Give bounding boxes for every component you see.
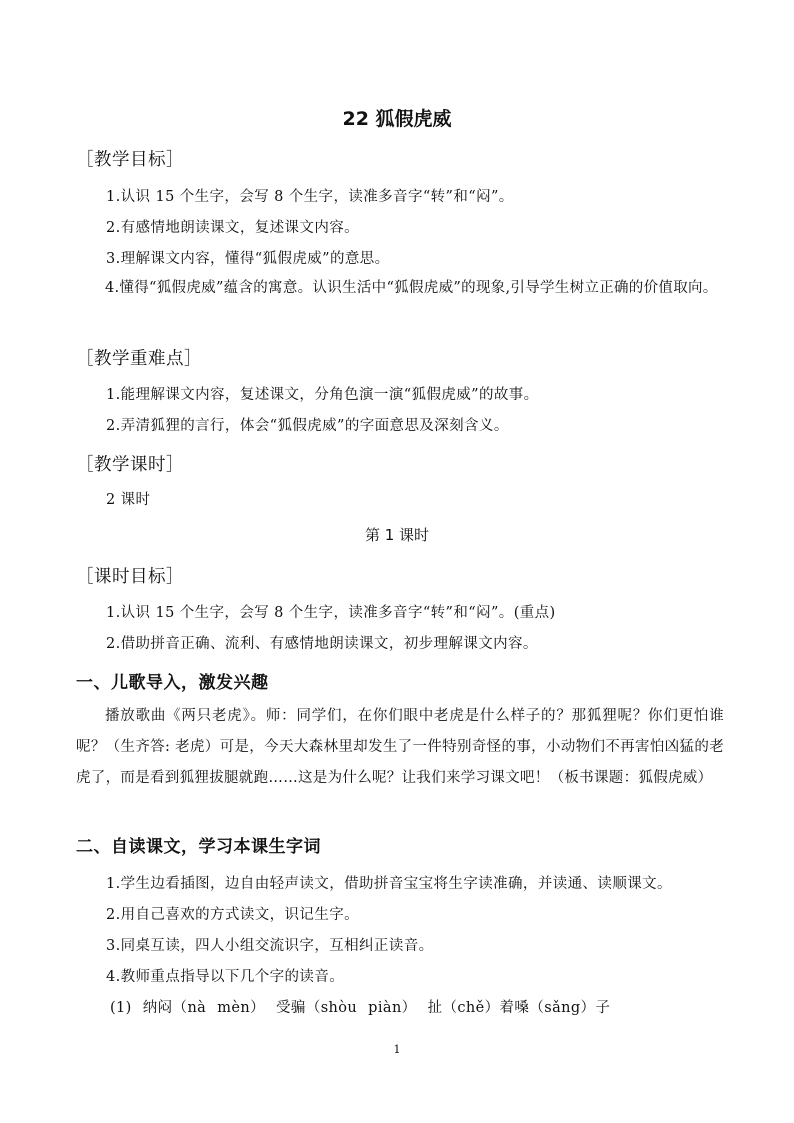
list-item: 1.学生边看插图，边自由轻声读文，借助拼音宝宝将生字读准确，并读通、读顺课文。	[106, 876, 672, 892]
section-heading-teaching-goals: ［教学目标］	[76, 150, 184, 170]
list-item: 2.借助拼音正确、流利、有感情地朗读课文，初步理解课文内容。	[106, 636, 538, 652]
list-item: 2.弄清狐狸的言行，体会“狐假虎威”的字面意思及深刻含义。	[106, 418, 509, 434]
intro-paragraph: 播放歌曲《两只老虎》。师：同学们，在你们眼中老虎是什么样子的？那狐狸呢？你们更怕谁呢？（生齐答: 老虎）可是，今天大森林里却发生了一件特别奇怪的事，小动物们不再害怕凶猛的老虎了，而是看到狐狸拔腿就跑……这是为什么呢？让我们来学习课文吧！（板书课题：狐假虎威）	[76, 708, 724, 786]
list-item: 4.教师重点指导以下几个字的读音。	[106, 969, 345, 985]
class-hours-value: 2 课时	[106, 492, 151, 508]
part-heading-self-reading: 二、自读课文，学习本课生字词	[76, 837, 321, 857]
section-heading-class-hours: ［教学课时］	[76, 455, 184, 475]
list-item: 1.能理解课文内容，复述课文，分角色演一演“狐假虎威”的故事。	[106, 387, 539, 403]
page-title: 22 狐假虎威	[342, 108, 452, 130]
list-item: 1.认识 15 个生字，会写 8 个生字，读准多音字“转”和“闷”。	[106, 189, 514, 205]
pinyin-line: (1) 纳闷（nà mèn） 受骗（shòu piàn） 扯（chě）着嗓（sǎng）子	[110, 1000, 611, 1016]
list-item-wrapped: 4.懂得“狐假虎威”蕴含的寓意。认识生活中“狐假虎威”的现象,引导学生树立正确的价值取向。	[105, 280, 718, 296]
list-item: 3.理解课文内容，懂得“狐假虎威”的意思。	[106, 251, 390, 267]
list-item: 3.同桌互读，四人小组交流识字，互相纠正读音。	[106, 938, 434, 954]
section-heading-key-points: ［教学重难点］	[76, 349, 202, 369]
section-heading-lesson-goals: ［课时目标］	[76, 567, 184, 587]
lesson-title: 第 1 课时	[364, 526, 430, 544]
list-item: 2.有感情地朗读课文，复述课文内容。	[106, 220, 360, 236]
list-item: 1.认识 15 个生字，会写 8 个生字，读准多音字“转”和“闷”。(重点)	[106, 605, 556, 621]
page-number: 1	[393, 1043, 401, 1056]
part-heading-intro: 一、儿歌导入，激发兴趣	[76, 673, 269, 693]
list-item: 2.用自己喜欢的方式读文，识记生字。	[106, 907, 360, 923]
